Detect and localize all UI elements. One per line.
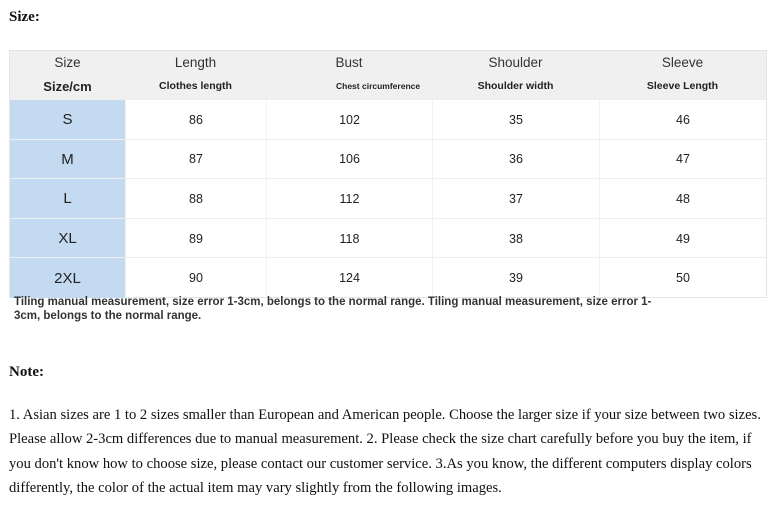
measurement-disclaimer: Tiling manual measurement, size error 1-3cm, belongs to the normal range. Tiling manual measurement, size error 1-3cm, belongs to the normal range. <box>14 296 652 322</box>
table-row <box>10 178 766 219</box>
subheader-shoulder-width: Shoulder width <box>477 80 554 92</box>
subheader-size-cm: Size/cm <box>43 78 92 94</box>
shoulder-value: 35 <box>432 100 599 140</box>
bust-value: 124 <box>266 258 432 298</box>
header-sleeve: Sleeve <box>661 54 704 70</box>
bust-value: 118 <box>266 219 432 259</box>
subheader-clothes-length: Clothes length <box>159 80 232 92</box>
table-row <box>10 257 766 298</box>
length-value: 90 <box>125 258 266 298</box>
size-label: M <box>10 140 125 180</box>
size-label: 2XL <box>10 258 125 298</box>
sleeve-value: 49 <box>599 219 766 259</box>
shoulder-value: 36 <box>432 140 599 180</box>
size-label: S <box>10 100 125 140</box>
length-value: 88 <box>125 179 266 219</box>
header-bust: Bust <box>335 54 363 70</box>
size-heading: Size: <box>9 9 40 25</box>
shoulder-value: 39 <box>432 258 599 298</box>
subheader-sleeve-length: Sleeve Length <box>646 80 719 92</box>
bust-value: 102 <box>266 100 432 140</box>
shoulder-value: 37 <box>432 179 599 219</box>
length-value: 89 <box>125 219 266 259</box>
table-row <box>10 218 766 259</box>
header-length: Length <box>174 54 217 70</box>
bust-value: 106 <box>266 140 432 180</box>
table-row <box>10 99 766 140</box>
note-heading: Note: <box>9 364 44 380</box>
length-value: 86 <box>125 100 266 140</box>
shoulder-value: 38 <box>432 219 599 259</box>
header-row-secondary <box>10 73 766 99</box>
bust-value: 112 <box>266 179 432 219</box>
size-chart-image <box>9 50 767 298</box>
subheader-chest-circumference: Chest circumference <box>336 80 421 91</box>
note-paragraph: 1. Asian sizes are 1 to 2 sizes smaller than European and American people. Choose the larger size if your size between two sizes. Please allow 2-3cm differences due to manual measurement. 2. Please check the size chart carefully before you buy the item, if you don't know how to choose size, please contact our customer service. 3.As you know, the different computers display colors differently, the color of the actual item may vary slightly from the following images. <box>9 407 761 497</box>
size-label: XL <box>10 219 125 259</box>
header-shoulder: Shoulder <box>488 54 543 70</box>
size-label: L <box>10 179 125 219</box>
table-row <box>10 139 766 180</box>
sleeve-value: 50 <box>599 258 766 298</box>
header-row-primary <box>10 51 766 73</box>
sleeve-value: 46 <box>599 100 766 140</box>
sleeve-value: 47 <box>599 140 766 180</box>
sleeve-value: 48 <box>599 179 766 219</box>
length-value: 87 <box>125 140 266 180</box>
header-size: Size <box>54 54 81 70</box>
